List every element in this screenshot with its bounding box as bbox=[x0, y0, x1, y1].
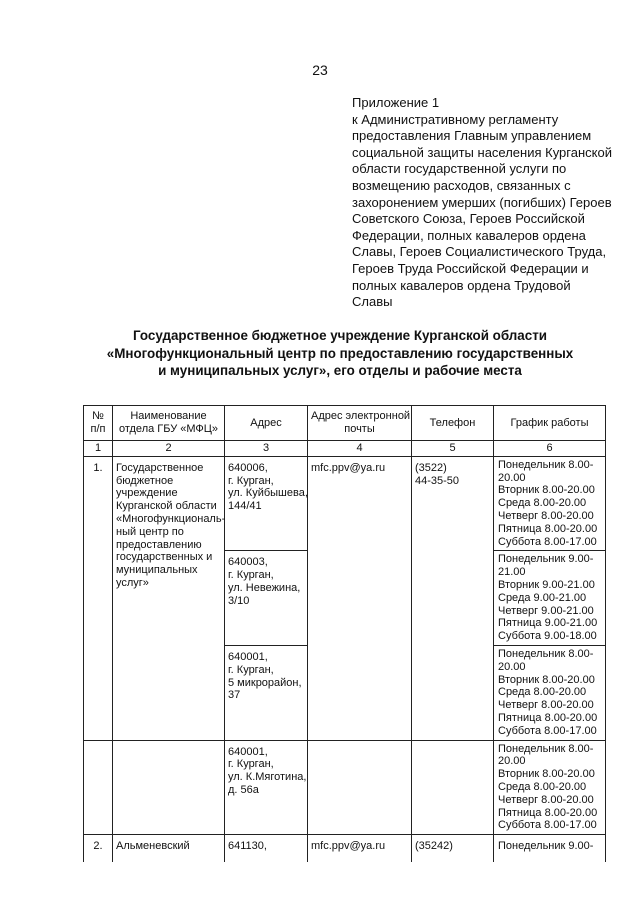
text-line: почты bbox=[344, 423, 375, 435]
text-line: Понедельник 8.00- bbox=[498, 742, 594, 755]
column-index-row bbox=[84, 441, 606, 457]
text-line: 20.00 bbox=[498, 660, 526, 673]
text-line: Телефон bbox=[429, 416, 476, 429]
page-number: 23 bbox=[312, 62, 328, 78]
table-row bbox=[84, 835, 606, 863]
text-line: Вторник 8.00-20.00 bbox=[498, 768, 595, 781]
header-department-name bbox=[113, 406, 225, 441]
work-schedule bbox=[494, 740, 606, 835]
text-line: 3/10 bbox=[228, 594, 250, 607]
table-row bbox=[84, 456, 606, 551]
text-line: Вторник 8.00-20.00 bbox=[498, 484, 595, 497]
text-line: Федерации, полных кавалеров ордена bbox=[352, 227, 586, 243]
text-line: ул. К.Мяготина, bbox=[228, 771, 307, 784]
empty-cell bbox=[113, 740, 225, 835]
empty-cell bbox=[84, 740, 113, 835]
work-schedule bbox=[494, 551, 606, 646]
text-line: ул. Куйбышева, bbox=[228, 487, 308, 500]
text-line: Адрес электронной bbox=[311, 410, 411, 423]
office-address bbox=[225, 645, 308, 740]
text-line: 640003, bbox=[228, 556, 268, 569]
text-line: предоставлению bbox=[116, 538, 202, 551]
phone-number: (35242) bbox=[412, 835, 494, 863]
mfc-offices-table bbox=[83, 405, 606, 862]
text-line: 5 микрорайон, bbox=[228, 676, 302, 689]
text-line: Славы, Героев Социалистического Труда, bbox=[352, 244, 607, 260]
column-index: 4 bbox=[308, 441, 412, 457]
column-index: 2 bbox=[113, 441, 225, 457]
text-line: Пятница 9.00-21.00 bbox=[498, 617, 598, 630]
text-line: муниципальных bbox=[116, 564, 198, 577]
text-line: услуг» bbox=[116, 576, 149, 589]
text-line: г. Курган, bbox=[228, 569, 274, 582]
text-line: 640001, bbox=[228, 650, 268, 663]
text-line: ный центр по bbox=[116, 525, 184, 538]
text-line: Суббота 8.00-17.00 bbox=[498, 724, 597, 737]
text-line: Советского Союза, Героев Российской bbox=[352, 211, 585, 227]
text-line: предоставления Главным управлением bbox=[352, 128, 592, 144]
text-line: и муниципальных услуг», его отделы и рабочие места bbox=[158, 363, 522, 378]
column-index: 1 bbox=[84, 441, 113, 457]
phone-number bbox=[412, 456, 494, 740]
text-line: Пятница 8.00-20.00 bbox=[498, 711, 598, 724]
text-line: Среда 8.00-20.00 bbox=[498, 780, 587, 793]
department-name: Альменевский bbox=[113, 835, 225, 863]
header-schedule bbox=[494, 406, 606, 441]
empty-cell bbox=[412, 740, 494, 835]
work-schedule bbox=[494, 456, 606, 551]
text-line: социальной защиты населения Курганской bbox=[352, 144, 612, 160]
text-line: п/п bbox=[90, 423, 106, 435]
text-line: Понедельник 8.00- bbox=[498, 647, 594, 660]
text-line: г. Курган, bbox=[228, 758, 274, 771]
table-row bbox=[84, 740, 606, 835]
text-line: бюджетное bbox=[116, 474, 174, 487]
header-number bbox=[84, 406, 113, 441]
text-line: д. 56а bbox=[228, 783, 259, 796]
text-line: Четверг 8.00-20.00 bbox=[498, 793, 594, 806]
office-address bbox=[225, 740, 308, 835]
column-index: 6 bbox=[494, 441, 606, 457]
empty-cell bbox=[308, 740, 412, 835]
text-line: Суббота 8.00-17.00 bbox=[498, 535, 597, 548]
column-index: 3 bbox=[225, 441, 308, 457]
text-line: 44-35-50 bbox=[415, 474, 460, 487]
text-line: к Административному регламенту bbox=[352, 111, 559, 127]
text-line: Вторник 8.00-20.00 bbox=[498, 673, 595, 686]
text-line: Пятница 8.00-20.00 bbox=[498, 522, 598, 535]
text-line: «Многофункциональный центр по предоставлению государственных bbox=[106, 345, 574, 361]
text-line: Наименование bbox=[130, 410, 207, 423]
text-line: (3522) bbox=[415, 461, 447, 474]
text-line: «Многофункциональ- bbox=[116, 512, 226, 525]
text-line: г. Курган, bbox=[228, 474, 274, 487]
text-line: 37 bbox=[228, 689, 241, 702]
text-line: Пятница 8.00-20.00 bbox=[498, 806, 598, 819]
text-line: Курганской области bbox=[116, 500, 217, 513]
office-address bbox=[225, 456, 308, 551]
text-line: График работы bbox=[510, 416, 589, 429]
table-header-row bbox=[84, 406, 606, 441]
text-line: 20.00 bbox=[498, 471, 526, 484]
department-name bbox=[113, 456, 225, 740]
row-number: 2. bbox=[84, 835, 113, 863]
text-line: Приложение 1 bbox=[352, 95, 440, 110]
text-line: 21.00 bbox=[498, 566, 526, 579]
header-address bbox=[225, 406, 308, 441]
text-line: отдела ГБУ «МФЦ» bbox=[118, 423, 219, 435]
header-email bbox=[308, 406, 412, 441]
text-line: 640006, bbox=[228, 461, 268, 474]
text-line: 20.00 bbox=[498, 755, 526, 768]
text-line: Четверг 9.00-21.00 bbox=[498, 604, 594, 617]
text-line: Среда 9.00-21.00 bbox=[498, 591, 587, 604]
text-line: Государственное bbox=[116, 461, 204, 474]
text-line: области государственной услуги по bbox=[352, 161, 567, 177]
column-index: 5 bbox=[412, 441, 494, 457]
document-title bbox=[60, 327, 620, 380]
office-address bbox=[225, 551, 308, 646]
text-line: Суббота 9.00-18.00 bbox=[498, 630, 597, 643]
row-number: 1. bbox=[84, 456, 113, 740]
text-line: ул. Невежина, bbox=[228, 581, 301, 594]
text-line: № bbox=[92, 410, 104, 423]
appendix-header bbox=[352, 95, 624, 311]
text-line: учреждение bbox=[116, 487, 178, 500]
text-line: 144/41 bbox=[228, 500, 262, 513]
text-line: Государственное бюджетное учреждение Курганской области bbox=[132, 328, 547, 343]
text-line: полных кавалеров ордена Трудовой bbox=[352, 277, 571, 293]
text-line: Вторник 9.00-21.00 bbox=[498, 578, 595, 591]
email-address: mfc.ppv@ya.ru bbox=[308, 835, 412, 863]
text-line: Суббота 8.00-17.00 bbox=[498, 819, 597, 832]
email-address: mfc.ppv@ya.ru bbox=[308, 456, 412, 740]
text-line: г. Курган, bbox=[228, 663, 274, 676]
text-line: Славы bbox=[352, 294, 393, 310]
text-line: Понедельник 8.00- bbox=[498, 458, 594, 471]
work-schedule: Понедельник 9.00- bbox=[494, 835, 606, 863]
text-line: Понедельник 9.00- bbox=[498, 553, 594, 566]
header-phone bbox=[412, 406, 494, 441]
text-line: захоронением умерших (погибших) Героев bbox=[352, 194, 612, 210]
text-line: возмещению расходов, связанных с bbox=[352, 177, 571, 193]
text-line: Среда 8.00-20.00 bbox=[498, 686, 587, 699]
text-line: Адрес bbox=[250, 416, 282, 429]
text-line: Четверг 8.00-20.00 bbox=[498, 509, 594, 522]
text-line: государственных и bbox=[116, 551, 213, 564]
office-address: 641130, bbox=[225, 835, 308, 863]
text-line: Четверг 8.00-20.00 bbox=[498, 699, 594, 712]
text-line: 640001, bbox=[228, 745, 268, 758]
text-line: Среда 8.00-20.00 bbox=[498, 497, 587, 510]
work-schedule bbox=[494, 645, 606, 740]
text-line: Героев Труда Российской Федерации и bbox=[352, 260, 589, 276]
